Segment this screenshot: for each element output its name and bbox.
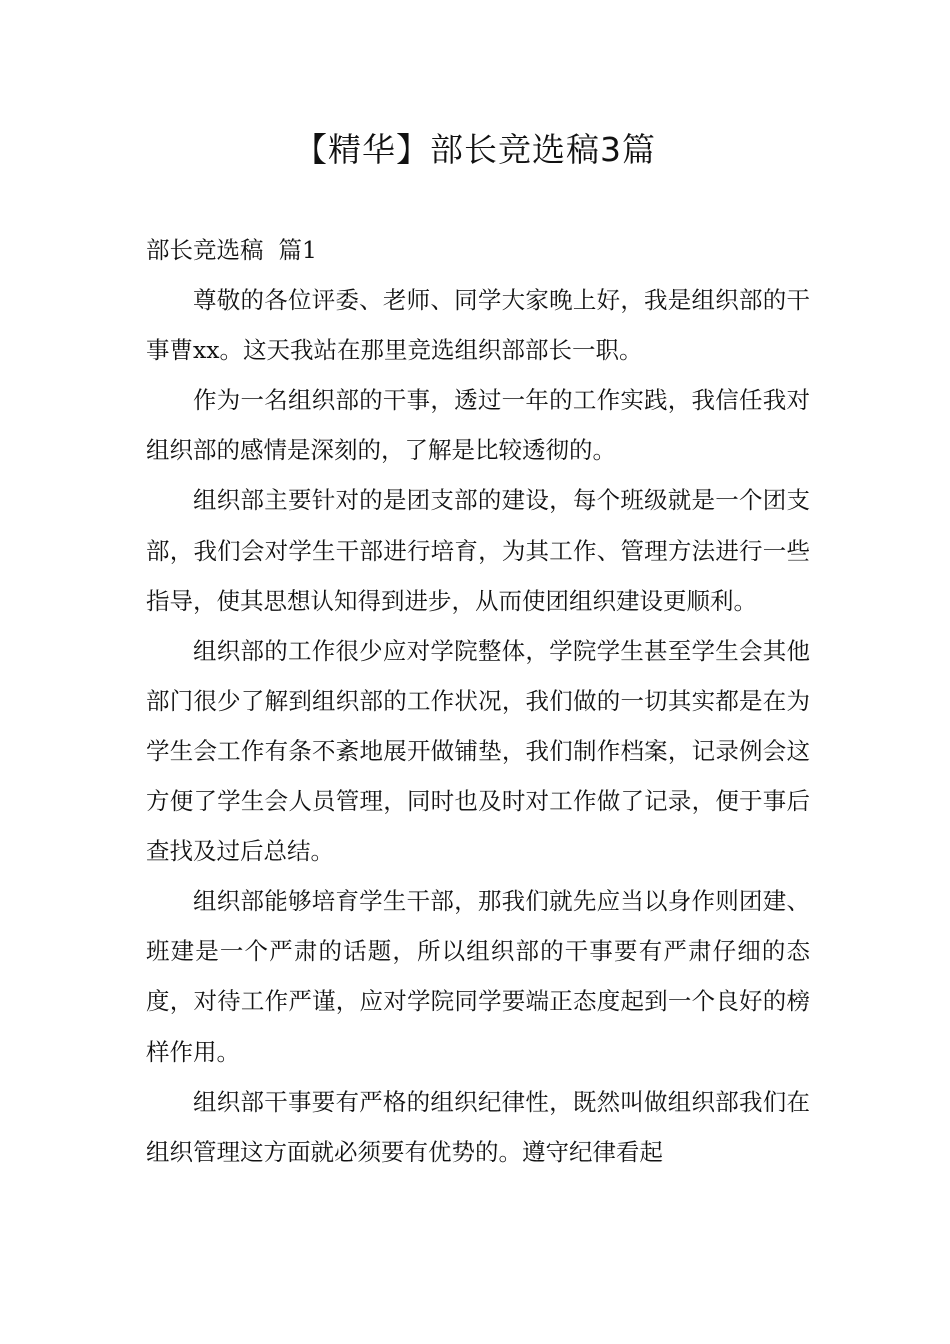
paragraph-3: 组织部主要针对的是团支部的建设，每个班级就是一个团支部，我们会对学生干部进行培育，为其工作、管理方法进行一些指导，使其思想认知得到进步，从而使团组织建设更顺利。: [146, 486, 810, 615]
paragraph-2: 作为一名组织部的干事，透过一年的工作实践，我信任我对组织部的感情是深刻的，了解是比较透彻的。: [146, 386, 810, 465]
paragraph-1: 尊敬的各位评委、老师、同学大家晚上好，我是组织部的干事曹xx。这天我站在那里竞选组织部部长一职。: [146, 286, 810, 365]
document-body: [146, 225, 810, 1177]
paragraph-4: 组织部的工作很少应对学院整体，学院学生甚至学生会其他部门很少了解到组织部的工作状况，我们做的一切其实都是在为学生会工作有条不紊地展开做铺垫，我们制作档案，记录例会这方便了学生会人员管理，同时也及时对工作做了记录，便于事后查找及过后总结。: [146, 636, 810, 866]
paragraph-5: 组织部能够培育学生干部，那我们就先应当以身作则团建、班建是一个严肃的话题，所以组织部的干事要有严肃仔细的态度，对待工作严谨，应对学院同学要端正态度起到一个良好的榜样作用。: [146, 887, 810, 1066]
document-title: 【精华】部长竞选稿3篇: [294, 130, 656, 169]
section-heading: 部长竞选稿 篇1: [146, 236, 317, 264]
paragraph-6: 组织部干事要有严格的组织纪律性，既然叫做组织部我们在组织管理这方面就必须要有优势的。遵守纪律看起: [146, 1087, 810, 1166]
